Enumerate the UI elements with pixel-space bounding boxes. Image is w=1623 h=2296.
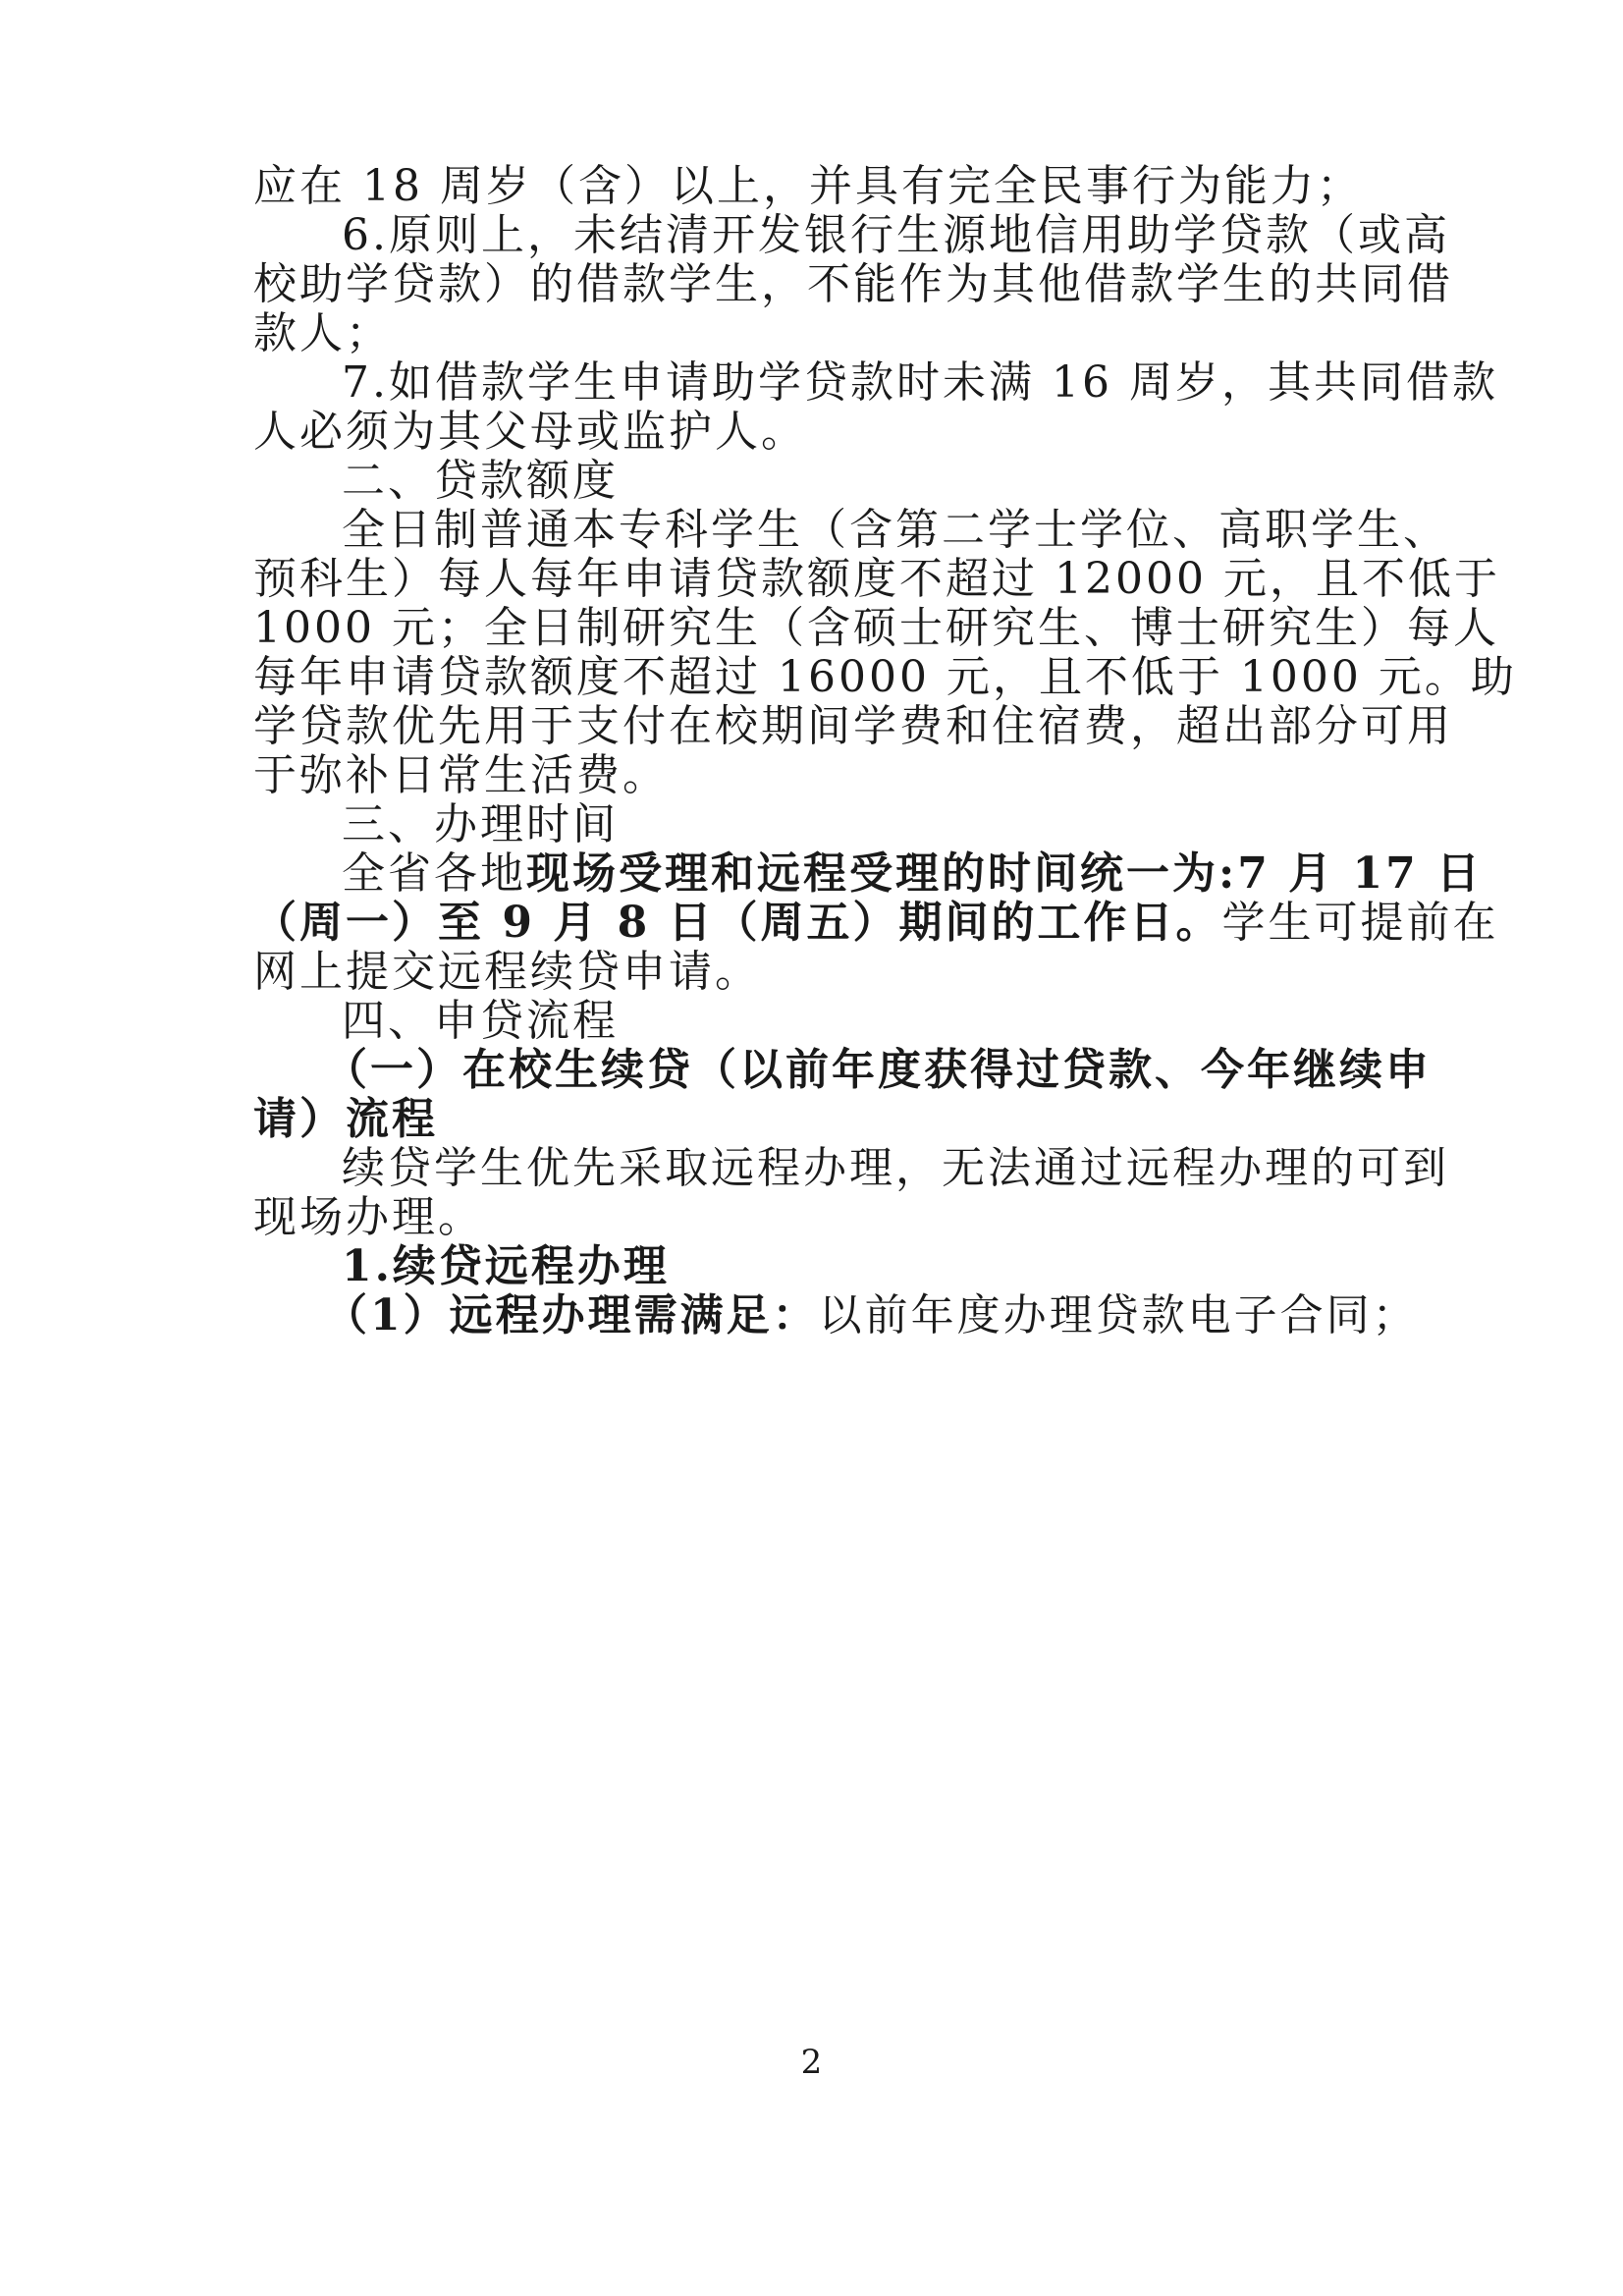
paragraph-line	[342, 848, 1483, 900]
paragraph-line	[324, 1290, 1419, 1341]
paragraph-line: 续贷学生优先采取远程办理，无法通过远程办理的可到	[342, 1143, 1449, 1193]
page-number: 2	[800, 2043, 823, 2082]
section-heading: 二、贷款额度	[342, 456, 619, 506]
paragraph-line: 全日制普通本专科学生（含第二学士学位、高职学生、	[342, 505, 1449, 555]
paragraph-line: 6.原则上，未结清开发银行生源地信用助学贷款（或高	[342, 210, 1450, 260]
paragraph-line: 款人；	[253, 308, 392, 358]
paragraph-line: 校助学贷款）的借款学生，不能作为其他借款学生的共同借	[253, 259, 1453, 309]
paragraph-line: 现场办理。	[253, 1192, 484, 1242]
section-heading: 三、办理时间	[342, 799, 619, 849]
subsection-heading: （一）在校生续贷（以前年度获得过贷款、今年继续申	[324, 1045, 1432, 1095]
bold-text: （周一）至 9 月 8 日（周五）期间的工作日。	[253, 898, 1222, 948]
paragraph-line: 人必须为其父母或监护人。	[253, 407, 807, 457]
paragraph-line: 网上提交远程续贷申请。	[253, 947, 761, 997]
paragraph-line: 预科生）每人每年申请贷款额度不超过 12000 元，且不低于	[253, 554, 1500, 604]
section-heading: 四、申贷流程	[342, 996, 619, 1046]
bold-text: （1）远程办理需满足：	[324, 1290, 819, 1340]
subsection-heading: 请）流程	[253, 1094, 438, 1144]
paragraph-line: 学贷款优先用于支付在校期间学费和住宿费，超出部分可用	[253, 701, 1453, 751]
paragraph-text: 学生可提前在	[1221, 898, 1499, 948]
paragraph-line: 7.如借款学生申请助学贷款时未满 16 周岁，其共同借款	[342, 357, 1498, 408]
paragraph-text: 以前年度办理贷款电子合同；	[818, 1290, 1419, 1340]
paragraph-line: 1000 元；全日制研究生（含硕士研究生、博士研究生）每人	[253, 603, 1499, 653]
bold-text: 现场受理和远程受理的时间统一为:7 月 17 日	[526, 848, 1484, 899]
paragraph-line: 每年申请贷款额度不超过 16000 元，且不低于 1000 元。助	[253, 652, 1517, 702]
paragraph-line	[253, 898, 1499, 949]
paragraph-line: 应在 18 周岁（含）以上，并具有完全民事行为能力；	[253, 161, 1363, 211]
paragraph-line: 于弥补日常生活费。	[253, 750, 669, 800]
paragraph-text: 全省各地	[342, 848, 526, 899]
subsection-heading: 1.续贷远程办理	[342, 1241, 670, 1291]
